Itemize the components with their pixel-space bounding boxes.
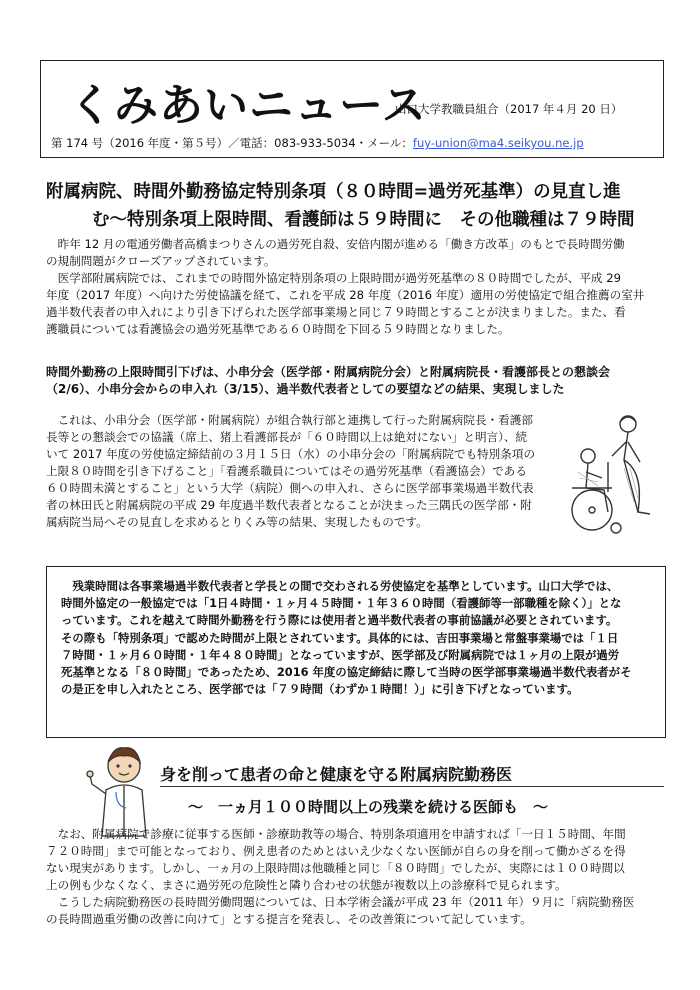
nurse-wheelchair-illustration bbox=[568, 412, 664, 538]
issue-contact: 第 174 号（2016 年度・第５号）／電話：083-933-5034・メール： bbox=[51, 136, 413, 150]
text-line: 残業時間は各事業場過半数代表者と学長との間で交わされる労使協定を基準としています。山口大学では、 bbox=[61, 579, 619, 593]
doctor-illustration bbox=[86, 740, 162, 838]
article1-headline-line1: 附属病院、時間外勤務協定特別条項（８０時間=過労死基準）の見直し進 bbox=[46, 182, 621, 202]
text-line: 死基準となる「８０時間」であったため、2016 年度の協定締結に際して当時の医学部事業場過半数代表者がそ bbox=[61, 665, 632, 680]
text-line: なお、附属病院で診療に従事する医師・診療助教等の場合、特別条項適用を申請すれば「一日１５時間、年間 bbox=[46, 827, 626, 841]
text-line: の是正を申し入れたところ、医学部では「７９時間（わずか１時間！）」に引き下げとなっています。 bbox=[61, 682, 579, 697]
article1-subhead bbox=[46, 364, 666, 398]
masthead-title: くみあいニュース bbox=[69, 80, 427, 131]
subhead-line: （2/6）、小串分会からの申入れ（3/15）、過半数代表者としての要望などの結果、実現しました bbox=[46, 382, 565, 396]
article1-body bbox=[46, 412, 566, 531]
text-line: 年度（2017 年度）へ向けた労使協議を経て、これを平成 28 年度（2016 年度）適用の労使協定で組合推薦の室井 bbox=[46, 288, 645, 302]
text-line: 属病院当局へその見直しを求めるとりくみ等の結果、実現したものです。 bbox=[46, 515, 428, 529]
article2-body bbox=[46, 826, 666, 928]
masthead-box bbox=[40, 60, 664, 158]
text-line: 医学部附属病院では、これまでの時間外協定特別条項の上限時間が過労死基準の８０時間でしたが、平成 29 bbox=[46, 271, 621, 285]
text-line: 上限８０時間を引き下げること」「看護系職員についてはその過労死基準（看護協会）である bbox=[46, 464, 527, 478]
text-line: ７時間・１ヶ月６０時間・１年４８０時間」となっていますが、医学部及び附属病院では１ヶ月の上限が過労 bbox=[61, 647, 620, 662]
text-line: 時間外協定の一般協定では「1日４時間・１ヶ月４５時間・１年３６０時間（看護師等一部職種を除く）」とな bbox=[61, 596, 622, 611]
text-line: の長時間過重労働の改善に向けて」とする提言を発表し、その改善策について記しています。 bbox=[46, 912, 532, 926]
article1-intro bbox=[46, 236, 666, 338]
article1-headline-line2: む～特別条項上限時間、看護師は５９時間に その他職種は７９時間 bbox=[92, 210, 635, 230]
article2-subheadline: ～ 一ヵ月１００時間以上の残業を続ける医師も ～ bbox=[188, 798, 549, 816]
text-line: いて 2017 年度の労使協定締結前の３月１５日（水）の小串分会の「附属病院でも特別条項の bbox=[46, 447, 536, 461]
text-line: の規制問題がクローズアップされています。 bbox=[46, 254, 276, 268]
text-line: こうした病院勤務医の長時間労働問題については、日本学術会議が平成 23 年（2011 年）９月に「病院勤務医 bbox=[46, 895, 635, 909]
article2-headline: 身を削って患者の命と健康を守る附属病院勤務医 bbox=[160, 765, 513, 784]
text-line: 過半数代表者の申入れにより引き下げられた医学部事業場と同じ７９時間とすることが決まりました。また、看 bbox=[46, 305, 626, 319]
text-line: 者の林田氏と附属病院の平成 29 年度過半数代表者となることが決まった三隅氏の医学部・附 bbox=[46, 498, 532, 512]
text-line: 昨年 12 月の電通労働者高橋まつりさんの過労死自殺、安倍内閣が進める「働き方改革」のもとで長時間労働 bbox=[46, 237, 625, 251]
text-line: 上の例も少なくなく、まさに過労死の危険性と隣り合わせの状態が複数以上の診療科で見られます。 bbox=[46, 878, 567, 892]
text-line: その際も「特別条項」で認めた時間が上限とされています。具体的には、吉田事業場と常盤事業場では「１日 bbox=[61, 630, 619, 645]
text-line: ない現実があります。しかし、一ヵ月の上限時間は他職種と同じ「８０時間」でしたが、実際には１００時間以 bbox=[46, 861, 625, 875]
overtime-explanation-box bbox=[46, 566, 666, 738]
text-line: 護職員については看護協会の過労死基準である６０時間を下回る５９時間となりました。 bbox=[46, 322, 510, 336]
masthead-org: 山口大学教職員組合（2017 年４月 20 日） bbox=[395, 102, 623, 116]
text-line: ７２０時間」まで可能となっており、例え患者のためとはいえ少なくない医師が自らの身を削って働かざるを得 bbox=[46, 844, 626, 858]
text-line: これは、小串分会（医学部・附属病院）が組合執行部と連携して行った附属病院長・看護部 bbox=[46, 413, 533, 427]
text-line: っています。これを越えて時間外勤務を行う際には使用者と過半数代表者の事前協議が必要とされています。 bbox=[61, 613, 618, 628]
section-divider bbox=[160, 786, 664, 787]
email-link[interactable]: fuy-union@ma4.seikyou.ne.jp bbox=[412, 136, 584, 150]
masthead-info bbox=[51, 135, 584, 151]
text-line: 長等との懇談会での協議（席上、猪上看護部長が「６０時間以上は絶対にない」と明言）、続 bbox=[46, 430, 528, 444]
subhead-line: 時間外勤務の上限時間引下げは、小串分会（医学部・附属病院分会）と附属病院長・看護部長との懇談会 bbox=[46, 365, 611, 379]
text-line: ６０時間未満とすること」という大学（病院）側への申入れ、さらに医学部事業場過半数代表 bbox=[46, 481, 534, 495]
